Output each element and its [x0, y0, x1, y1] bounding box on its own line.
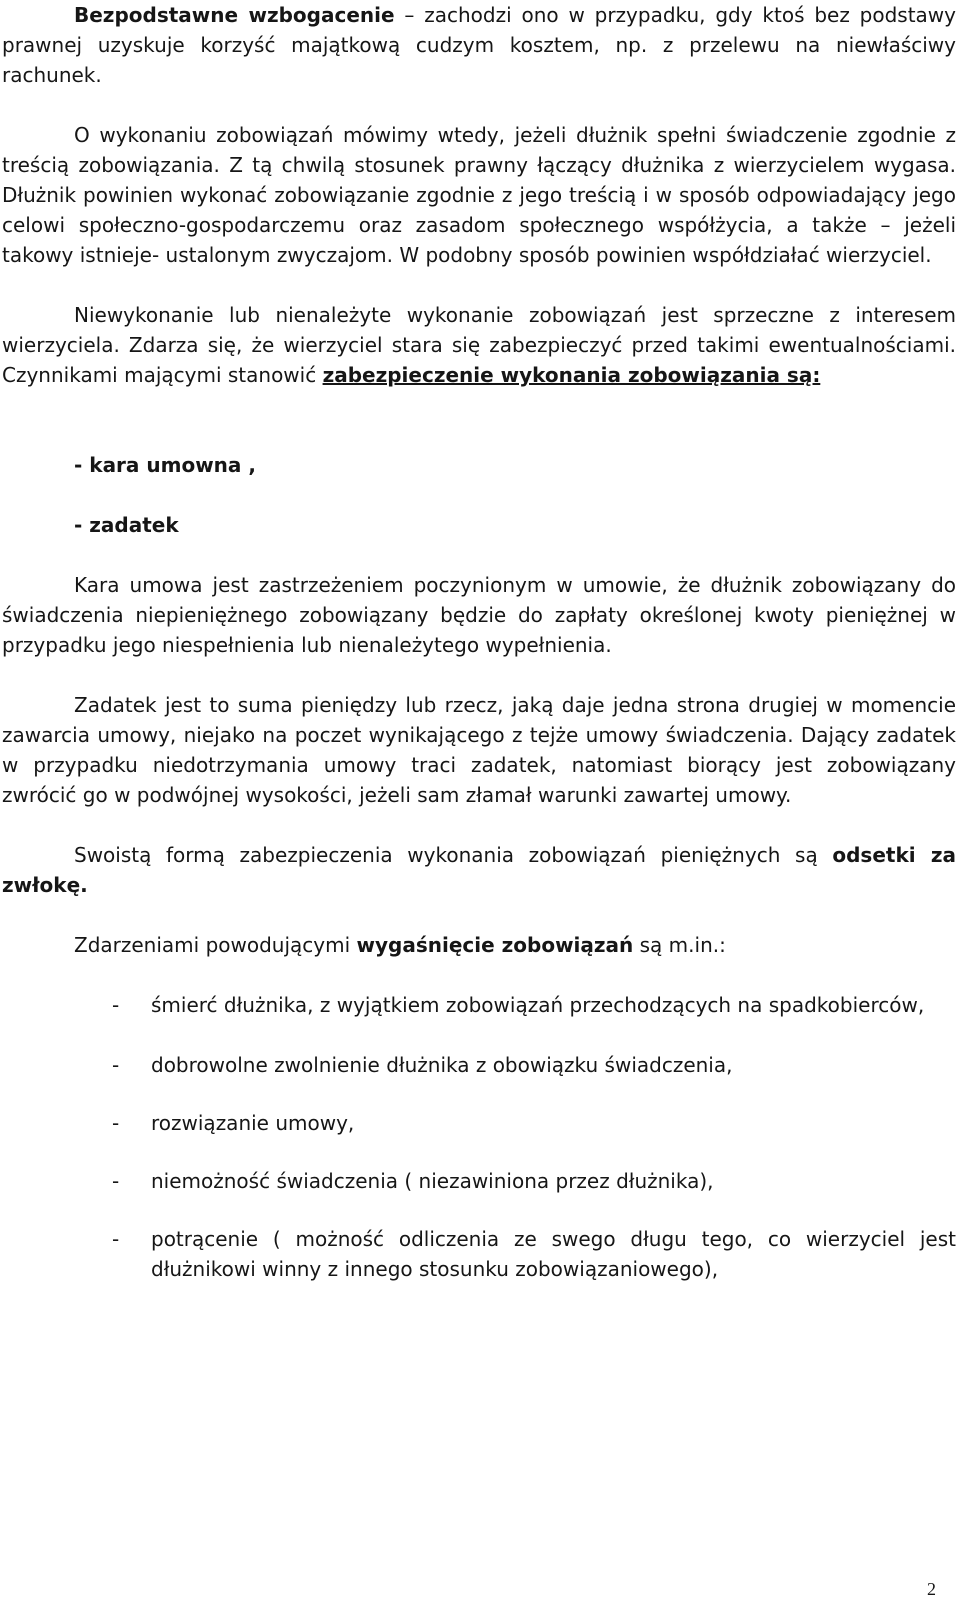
paragraph-deposit	[2, 690, 956, 810]
list-item	[2, 1166, 956, 1196]
term-unjust-enrichment: Bezpodstawne wzbogacenie	[74, 3, 395, 27]
list-item-text: potrącenie ( możność odliczenia ze swego długu tego, co wierzyciel jest dłużnikowi winny z innego stosunku zobowiązaniowego),	[151, 1227, 956, 1281]
list-dash: -	[112, 993, 120, 1017]
list-dash: -	[112, 1053, 120, 1077]
paragraph-non-performance-text: Niewykonanie lub nienależyte wykonanie zobowiązań jest sprzeczne z interesem wierzyciela. Zdarza się, że wierzyciel stara się zabezpieczyć przed takimi ewentualnościami. Czynnikami mającymi stanowić	[2, 303, 956, 387]
list-item	[2, 990, 956, 1020]
paragraph-performance	[2, 120, 956, 270]
paragraph-contractual-penalty	[2, 570, 956, 660]
item-contractual-penalty: - kara umowna ,	[74, 453, 256, 477]
paragraph-performance-text: O wykonaniu zobowiązań mówimy wtedy, jeżeli dłużnik spełni świadczenie zgodnie z treścią zobowiązania. Z tą chwilą stosunek prawny łączący dłużnika z wierzycielem wygasa. Dłużnik powinien wykonać zobowiązanie zgodnie z jego treścią i w sposób odpowiadający jego celowi społeczno-gospodarczemu oraz zasadom społecznego współżycia, a także – jeżeli takowy istnieje- ustalonym zwyczajom. W podobny sposób powinien współdziałać wierzyciel.	[2, 123, 956, 267]
emphasis-extinction: wygaśnięcie zobowiązań	[356, 933, 634, 957]
list-item	[2, 1050, 956, 1080]
paragraph-unjust-enrichment	[2, 0, 956, 90]
page-number: 2	[927, 1579, 936, 1599]
paragraph-deposit-text: Zadatek jest to suma pieniędzy lub rzecz, jaką daje jedna strona drugiej w momencie zawarcia umowy, niejako na poczet wynikającego z tejże umowy świadczenia. Dający zadatek w przypadku niedotrzymania umowy traci zadatek, natomiast biorący jest zobowiązany zwrócić go w podwójnej wysokości, jeżeli sam złamał warunki zawartej umowy.	[2, 693, 956, 807]
list-item	[2, 1108, 956, 1138]
paragraph-contractual-penalty-text: Kara umowa jest zastrzeżeniem poczynionym w umowie, że dłużnik zobowiązany do świadczenia niepieniężnego zobowiązany będzie do zapłaty określonej kwoty pieniężnej w przypadku jego niespełnienia lub nienależytego wypełnienia.	[2, 573, 956, 657]
list-dash: -	[112, 1169, 120, 1193]
extinction-list	[2, 990, 956, 1284]
paragraph-extinction-text-after: są m.in.:	[633, 933, 726, 957]
paragraph-interest-text: Swoistą formą zabezpieczenia wykonania zobowiązań pieniężnych są	[74, 843, 833, 867]
item-deposit: - zadatek	[74, 513, 179, 537]
emphasis-securities: zabezpieczenie wykonania zobowiązania są:	[322, 363, 821, 387]
list-item-text: niemożność świadczenia ( niezawiniona przez dłużnika),	[151, 1169, 714, 1193]
paragraph-unjust-enrichment-text: – zachodzi ono w przypadku, gdy ktoś bez podstawy prawnej uzyskuje korzyść majątkową cudzym kosztem, np. z przelewu na niewłaściwy rachunek.	[2, 3, 956, 87]
paragraph-interest	[2, 840, 956, 900]
list-dash: -	[112, 1227, 120, 1251]
list-item-text: rozwiązanie umowy,	[151, 1111, 355, 1135]
list-item-text: śmierć dłużnika, z wyjątkiem zobowiązań przechodzących na spadkobierców,	[151, 993, 925, 1017]
emphasis-late-interest: odsetki za zwłokę.	[2, 843, 956, 897]
list-item	[2, 1224, 956, 1284]
list-item-text: dobrowolne zwolnienie dłużnika z obowiązku świadczenia,	[151, 1053, 733, 1077]
document-body	[2, 0, 956, 1284]
list-dash: -	[112, 1111, 120, 1135]
paragraph-non-performance	[2, 300, 956, 390]
paragraph-extinction	[2, 930, 956, 960]
paragraph-extinction-text-before: Zdarzeniami powodującymi	[74, 933, 357, 957]
